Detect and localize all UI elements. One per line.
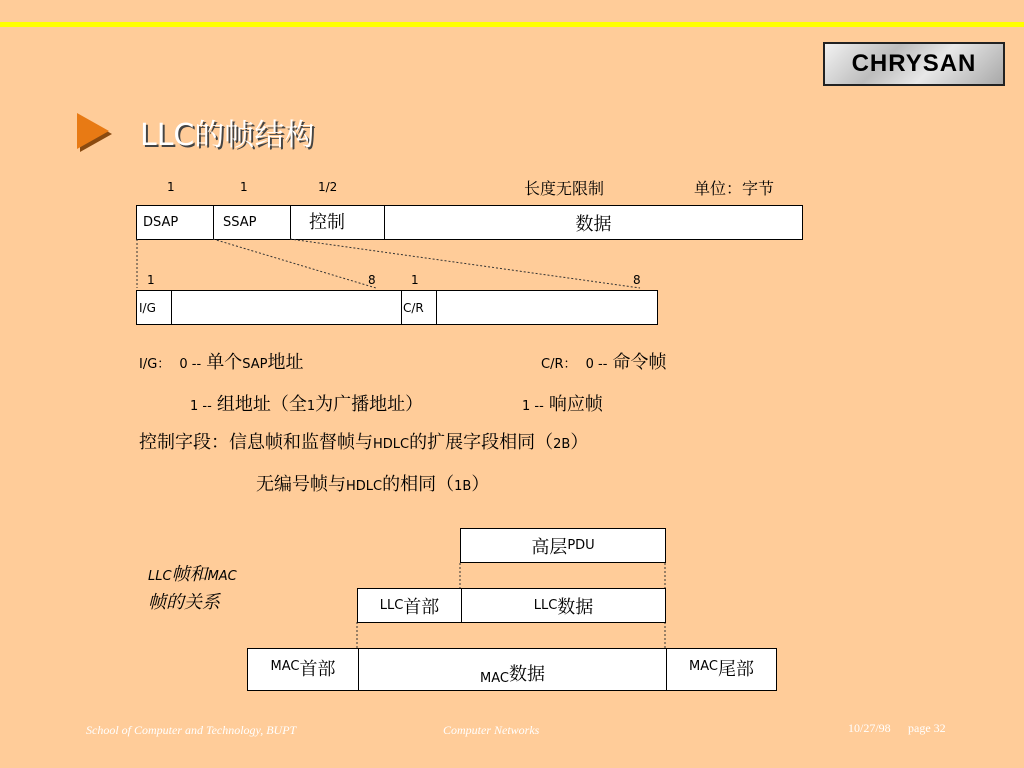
mac-header: MAC 首部 xyxy=(248,649,359,690)
size-control: 1/2 xyxy=(318,180,338,194)
field-dsap: DSAP xyxy=(137,206,214,239)
llc-data: LLC 数据 xyxy=(533,596,594,618)
sap-bit-layout xyxy=(136,290,658,325)
cr-note-1: 1 -- 响应帧 xyxy=(522,394,603,415)
bit-ig-start: 1 xyxy=(147,273,155,287)
footer-date: 10/27/98 xyxy=(848,721,891,735)
bit-ig-end: 8 xyxy=(368,273,376,287)
llc-header: LLC 首部 xyxy=(358,589,462,622)
ig-note-1: 1 -- 组地址（全1为广播地址） xyxy=(190,394,424,415)
mac-trailer: MAC 尾部 xyxy=(689,659,754,680)
relation-caption: LLC帧和MAC 帧的关系 xyxy=(148,564,237,613)
logo-text: CHRYSAN xyxy=(851,50,977,77)
field-control: 控制 xyxy=(291,206,385,239)
bit-field-ig: I/G xyxy=(137,291,172,324)
mac-frame-row xyxy=(247,648,777,691)
llc-frame-row xyxy=(357,588,666,623)
upper-layer-pdu: 高层 PDU xyxy=(460,528,666,563)
control-note-2: 无编号帧与HDLC的相同（1B） xyxy=(256,474,490,495)
control-note-1: 控制字段：信息帧和监督帧与HDLC的扩展字段相同（2B） xyxy=(139,432,589,453)
size-ssap: 1 xyxy=(240,180,248,194)
footer-course: Computer Networks xyxy=(443,723,540,737)
field-data: 数据 xyxy=(575,213,612,235)
ssap-address-bits xyxy=(437,291,657,324)
cr-note-0: C/R： 0 -- 命令帧 xyxy=(541,352,667,373)
bit-cr-end: 8 xyxy=(633,273,641,287)
field-ssap: SSAP xyxy=(214,206,291,239)
footer-page: page 32 xyxy=(908,721,946,735)
bit-field-cr: C/R xyxy=(402,291,437,324)
bit-cr-start: 1 xyxy=(411,273,419,287)
size-dsap: 1 xyxy=(167,180,175,194)
slide-title: LLC的帧结构 xyxy=(140,118,315,153)
ig-note-0: I/G： 0 -- 单个SAP地址 xyxy=(139,352,304,373)
data-length-note: 长度无限制 xyxy=(524,179,605,198)
footer-school: School of Computer and Technology, BUPT xyxy=(86,723,297,737)
dsap-address-bits xyxy=(172,291,402,324)
mac-data: MAC 数据 xyxy=(359,649,667,690)
unit-note: 单位：字节 xyxy=(694,179,775,198)
